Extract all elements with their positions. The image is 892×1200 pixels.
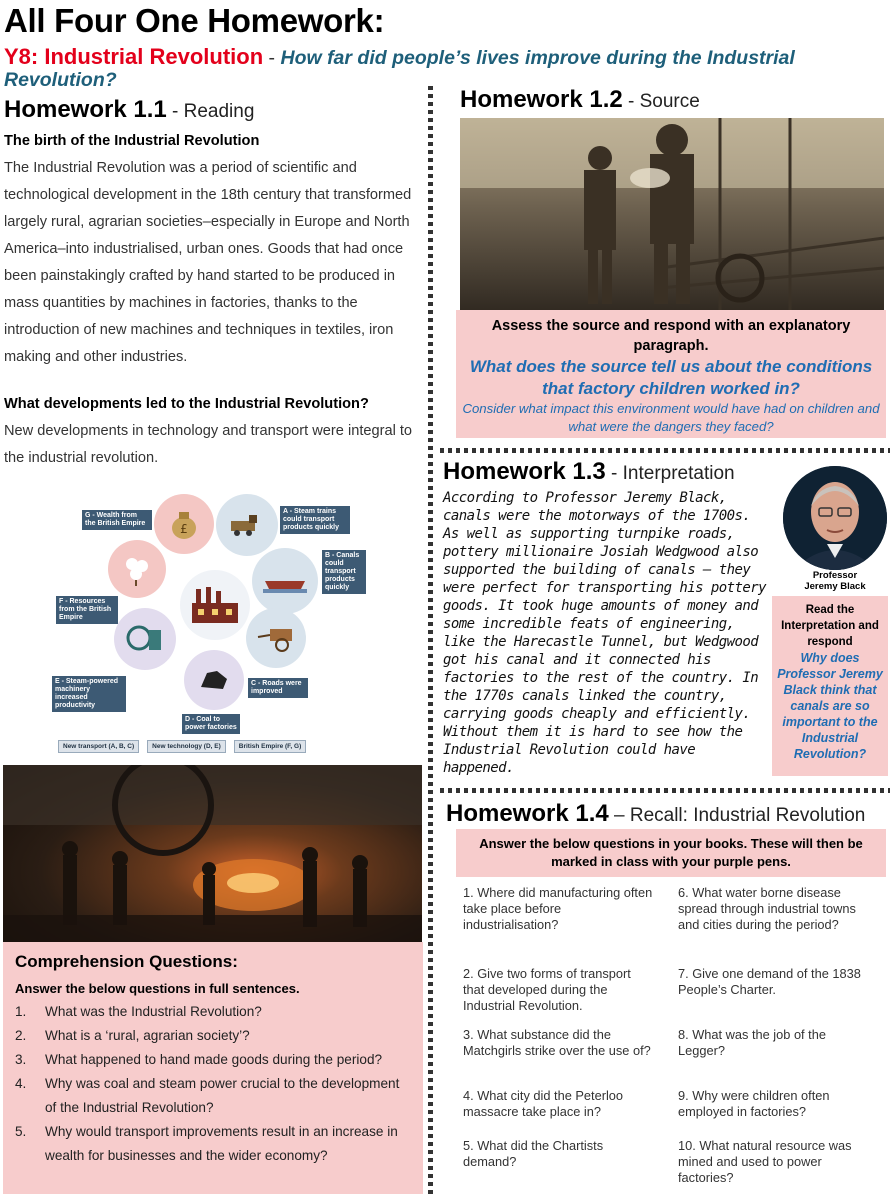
reading-heading-birth: The birth of the Industrial Revolution <box>4 133 260 149</box>
canal-boat-icon <box>252 548 318 614</box>
steam-train-icon <box>216 494 278 556</box>
developments-diagram <box>52 490 372 758</box>
subtitle-separator: - <box>263 47 281 69</box>
steam-machine-icon <box>114 608 176 670</box>
diagram-label-a: A - Steam trains could transport products quickly <box>280 506 350 534</box>
hw13-task-box <box>772 596 888 776</box>
hw13-heading: Homework 1.3 - Interpretation <box>443 458 735 485</box>
list-item: 3. What happened to hand made goods during the period? <box>15 1052 383 1067</box>
list-item: 1. Where did manufacturing often take place before industrialisation? <box>463 885 653 932</box>
horse-cart-icon <box>246 608 306 668</box>
hw14-questions <box>456 877 886 1193</box>
legend-transport: New transport (A, B, C) <box>58 740 139 753</box>
hw12-task: Assess the source and respond with an explanatory paragraph. <box>491 318 851 354</box>
diagram-label-g: G - Wealth from the British Empire <box>82 510 152 530</box>
hw13-type: Interpretation <box>622 463 735 484</box>
hw12-heading: Homework 1.2 - Source <box>460 86 700 113</box>
reading-paragraph-developments: New developments in technology and transport were integral to the industrial revolution. <box>4 423 413 466</box>
hw11-type: Reading <box>183 101 255 122</box>
hw12-task-box <box>456 310 886 438</box>
iron-works-painting <box>3 765 422 943</box>
hw11-reading <box>4 128 422 472</box>
hw12-question: What does the source tell us about the conditions that factory children worked in? <box>469 357 873 398</box>
list-item: 5. Why would transport improvements result in an increase in wealth for businesses and the wider economy? <box>15 1124 398 1163</box>
hw14-heading: Homework 1.4 – Recall: Industrial Revolution <box>446 800 866 827</box>
list-item: 1. What was the Industrial Revolution? <box>15 1004 262 1019</box>
cotton-icon <box>108 540 166 598</box>
list-item: 6. What water borne disease spread through industrial towns and cities during the period? <box>678 885 856 932</box>
list-item: 3. What substance did the Matchgirls strike over the use of? <box>463 1027 651 1058</box>
diagram-label-c: C - Roads were improved <box>248 678 308 698</box>
factory-icon <box>180 570 250 640</box>
hw12-type: Source <box>639 91 700 112</box>
list-item: 7. Give one demand of the 1838 People’s Charter. <box>678 966 861 997</box>
hw13-question: Why does Professor Jeremy Black think that canals are so important to the Industrial Revolution? <box>777 651 883 761</box>
comprehension-list <box>15 1000 411 1168</box>
hw11-heading: Homework 1.1 - Reading <box>4 96 255 123</box>
list-item: 5. What did the Chartists demand? <box>463 1138 604 1169</box>
diagram-legend <box>58 740 306 753</box>
portrait-caption: Professor Jeremy Black <box>804 570 866 592</box>
diagram-label-e: E - Steam-powered machinery increased productivity <box>52 676 126 712</box>
diagram-label-d: D - Coal to power factories <box>182 714 240 734</box>
hw12-hint: Consider what impact this environment would have had on children and what were the dangers they faced? <box>462 401 880 434</box>
page-title: All Four One Homework: <box>4 2 385 39</box>
hw14-type: Recall: Industrial Revolution <box>629 805 866 826</box>
hw13-interpretation-text: According to Professor Jeremy Black, canals were the motorways of the 1700s. As well as supporting turnpike roads, pottery millionaire Josiah Wedgwood also supported the building of canals – they were perfect for transporting his pottery goods. It took huge amounts of money and some incredible feats of engineering, like the Harecastle Tunnel, but Wedgwood got his canal and it connected his factories to the rest of the country. In the 1770s canals linked the country, carrying goods cheaply and efficiently. Without them it is hard to see how the Industrial Revolution could have happened. <box>443 490 767 776</box>
comprehension-instruction: Answer the below questions in full sentences. <box>15 981 300 996</box>
list-item: 4. Why was coal and steam power crucial to the development of the Industrial Revolution? <box>15 1076 400 1115</box>
diagram-label-b: B - Canals could transport products quickly <box>322 550 366 594</box>
list-item: 4. What city did the Peterloo massacre take place in? <box>463 1088 624 1119</box>
vertical-divider <box>428 86 433 1196</box>
list-item: 10. What natural resource was mined and used to power factories? <box>678 1138 852 1185</box>
money-bag-icon <box>154 494 214 554</box>
reading-heading-developments: What developments led to the Industrial Revolution? <box>4 396 369 412</box>
svg-text:£: £ <box>180 522 188 536</box>
topic-code: Y8: Industrial Revolution <box>4 44 264 69</box>
list-item: 2. What is a ‘rural, agrarian society’? <box>15 1028 250 1043</box>
enquiry-question: How far did people’s lives improve during the Industrial Revolution? <box>4 47 795 91</box>
diagram-label-f: F - Resources from the British Empire <box>56 596 118 624</box>
list-item: 8. What was the job of the Legger? <box>678 1027 826 1058</box>
page-subtitle <box>4 46 884 91</box>
list-item: 2. Give two forms of transport that developed during the Industrial Revolution. <box>463 966 631 1013</box>
coal-icon <box>184 650 244 710</box>
comprehension-box <box>3 942 423 1194</box>
legend-empire: British Empire (F, G) <box>234 740 306 753</box>
mill-children-photo <box>460 118 884 314</box>
hw13-task: Read the Interpretation and respond <box>781 604 879 648</box>
professor-portrait <box>783 466 887 570</box>
comprehension-title: Comprehension Questions: <box>15 952 238 971</box>
hw14-instruction: Answer the below questions in your books. These will then be marked in class with your purple pens. <box>456 829 886 877</box>
divider-hw12-hw13 <box>440 448 890 453</box>
list-item: 9. Why were children often employed in factories? <box>678 1088 830 1119</box>
reading-paragraph-birth: The Industrial Revolution was a period of scientific and technological development in the 18th century that transformed largely rural, agrarian societies–especially in Europe and North America–into industrialised, urban ones. Goods that had once been painstakingly crafted by hand started to be produced in mass quantities by machines in factories, thanks to the introduction of new machines and techniques in textiles, iron making and other industries. <box>4 160 412 365</box>
legend-technology: New technology (D, E) <box>147 740 226 753</box>
divider-hw13-hw14 <box>440 788 890 793</box>
